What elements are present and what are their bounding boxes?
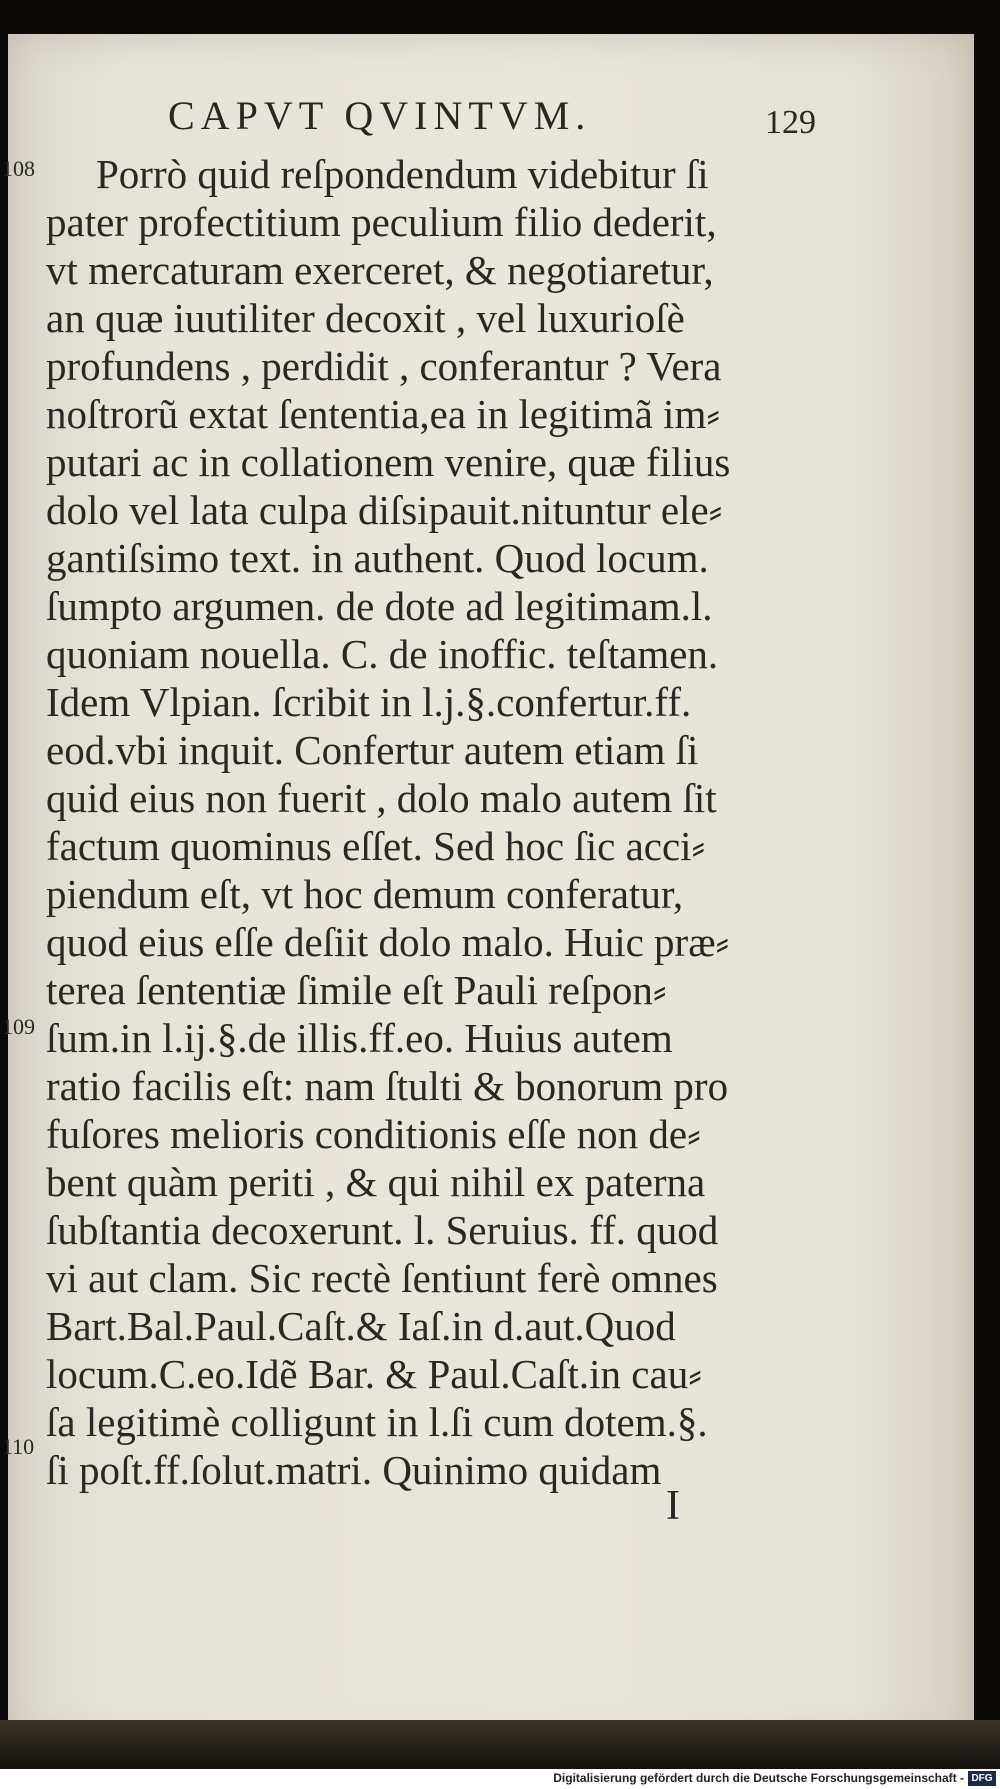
text-line: eod.vbi inquit. Confertur autem etiam ſi [46,727,699,773]
margin-number-110: 110 [2,1434,35,1459]
text-line: ſubſtantia decoxerunt. l. Seruius. ff. quod [46,1207,719,1253]
text-line: Bart.Bal.Paul.Caſt.& Iaſ.in d.aut.Quod [46,1303,676,1349]
text-line: locum.C.eo.Idẽ Bar. & Paul.Caſt.in cau⸗ [46,1351,702,1397]
text-line: terea ſententiæ ſimile eſt Pauli reſpon⸗ [46,967,667,1013]
text-line: ſa legitimè colligunt in l.ſi cum dotem.§. [46,1399,708,1445]
text-line: ſum.in l.ij.§.de illis.ff.eo. Huius autem [46,1015,673,1061]
text-line: vt mercaturam exerceret, & negotiaretur, [46,247,714,293]
text-line: putari ac in collationem venire, quæ filius [46,439,731,485]
footer-credit: Digitalisierung gefördert durch die Deutsche Forschungsgemeinschaft - [553,1771,964,1785]
text-line: piendum eſt, vt hoc demum conferatur, [46,871,684,917]
body-text [46,150,806,1494]
page-bottom-edge [0,1720,1000,1769]
text-line: pater profectitium peculium filio dederit, [46,199,717,245]
text-line: vi aut clam. Sic rectè ſentiunt ferè omnes [46,1255,718,1301]
text-line: quod eius eſſe deſiit dolo malo. Huic præ⸗ [46,919,730,965]
margin-number-108: 108 [2,156,35,181]
page-number: 129 [765,104,816,141]
text-line: quid eius non fuerit , dolo malo autem ſit [46,775,717,821]
text-line: noſtrorũ extat ſententia,ea in legitimã im⸗ [46,391,720,437]
running-header-title: CAPVT QVINTVM. [168,93,592,138]
text-line: profundens , perdidit , conferantur ? Vera [46,343,722,389]
text-line: dolo vel lata culpa diſsipauit.nituntur ele⸗ [46,487,723,533]
dfg-logo: DFG [968,1771,996,1786]
text-line: Idem Vlpian. ſcribit in l.j.§.confertur.ff. [46,679,692,725]
text-line: factum quominus eſſet. Sed hoc ſic acci⸗ [46,823,706,869]
text-line: an quæ iuutiliter decoxit , vel luxurioſè [46,295,685,341]
text-line: gantiſsimo text. in authent. Quod locum. [46,535,709,581]
text-line: bent quàm periti , & qui nihil ex paterna [46,1159,706,1205]
text-line: quoniam nouella. C. de inoffic. teſtamen. [46,631,719,677]
text-line: Porrò quid reſpondendum videbitur ſi [96,151,709,197]
text-line: ſi poſt.ff.ſolut.matri. Quinimo quidam [46,1447,662,1493]
margin-number-109: 109 [2,1014,35,1039]
text-line: fuſores melioris conditionis eſſe non de⸗ [46,1111,701,1157]
text-line: ratio facilis eſt: nam ſtulti & bonorum pro [46,1063,729,1109]
text-line: ſumpto argumen. de dote ad legitimam.l. [46,583,713,629]
signature-mark: I [666,1483,680,1529]
footer-bar [0,1769,1000,1789]
